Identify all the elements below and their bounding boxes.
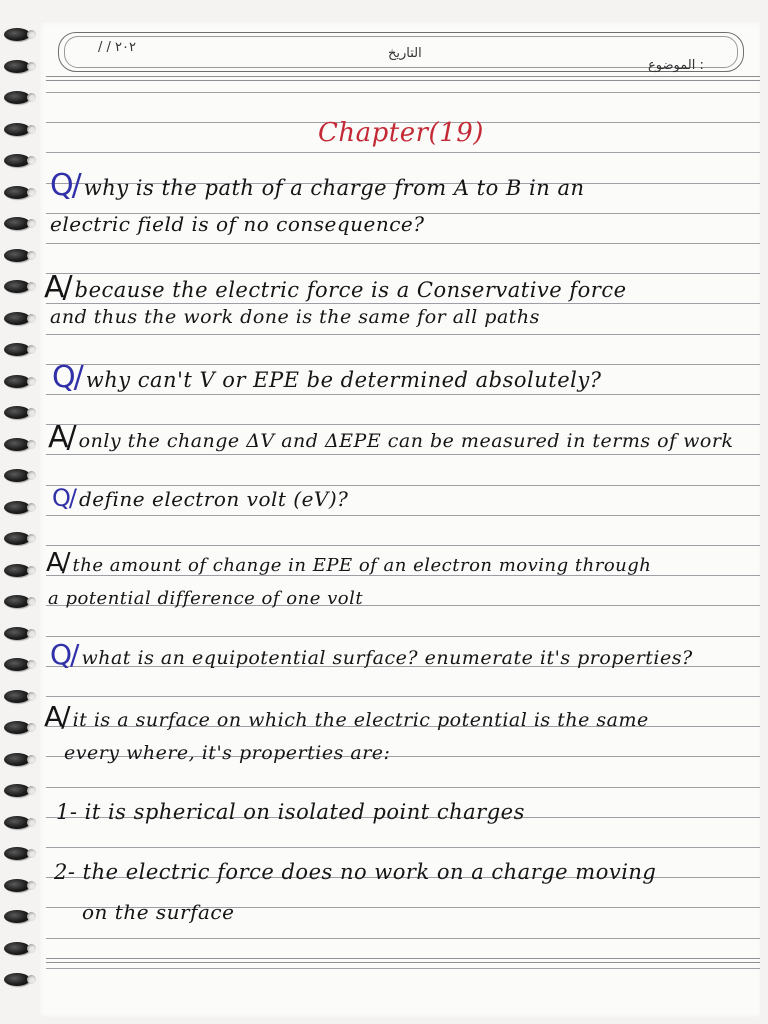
property-2-line-2: on the surface — [82, 900, 235, 924]
ruled-line — [46, 515, 760, 516]
ruled-line — [46, 636, 760, 637]
spiral-ring — [4, 60, 30, 73]
text: it is a surface on which the electric potential is the same — [72, 709, 649, 731]
ruled-line — [46, 152, 760, 153]
question-1-line-1 — [50, 168, 585, 203]
spiral-ring — [4, 942, 30, 955]
question-4 — [50, 638, 693, 671]
property-2-line-1: 2- the electric force does no work on a charge moving — [54, 860, 657, 884]
spiral-ring — [4, 312, 30, 325]
spiral-ring — [4, 249, 30, 262]
ruled-line — [46, 92, 760, 93]
property-1: 1- it is spherical on isolated point charges — [56, 800, 525, 824]
spiral-ring — [4, 280, 30, 293]
spiral-ring — [4, 847, 30, 860]
ruled-line — [46, 545, 760, 546]
text: what is an equipotential surface? enumerate it's properties? — [81, 647, 693, 669]
answer-4-line-2: every where, it's properties are: — [64, 742, 391, 764]
text: why is the path of a charge from A to B in an — [83, 176, 585, 200]
text: because the electric force is a Conservative force — [74, 278, 627, 302]
spiral-ring — [4, 501, 30, 514]
answer-1-line-1 — [44, 270, 627, 305]
answer-1-line-2: and thus the work done is the same for all paths — [50, 306, 540, 328]
spiral-ring — [4, 375, 30, 388]
question-2 — [52, 360, 601, 395]
answer-mark-label: A/ — [44, 700, 69, 733]
text: why can't V or EPE be determined absolutely? — [85, 368, 602, 392]
spiral-ring — [4, 690, 30, 703]
spiral-ring — [4, 879, 30, 892]
answer-mark-label: A/ — [48, 420, 75, 455]
spiral-binding — [0, 28, 40, 1018]
date-value: ٢٠٢ / / — [98, 40, 136, 55]
spiral-ring — [4, 784, 30, 797]
date-label: التاريخ — [388, 46, 422, 61]
spiral-ring — [4, 91, 30, 104]
ruled-line — [46, 696, 760, 697]
spiral-ring — [4, 406, 30, 419]
spiral-ring — [4, 123, 30, 136]
spiral-ring — [4, 186, 30, 199]
spiral-ring — [4, 816, 30, 829]
subject-label: الموضوع : — [648, 58, 704, 73]
text: only the change ΔV and ΔEPE can be measured in terms of work — [78, 430, 734, 452]
ruled-line — [46, 243, 760, 244]
answer-mark-label: A/ — [46, 548, 69, 578]
question-mark-label: Q/ — [52, 360, 82, 395]
spiral-ring — [4, 973, 30, 986]
spiral-ring — [4, 343, 30, 356]
text: define electron volt (eV)? — [78, 487, 349, 511]
ruled-line — [46, 968, 760, 969]
spiral-ring — [4, 564, 30, 577]
bottom-double-rule — [46, 958, 760, 963]
top-double-rule — [46, 76, 760, 81]
question-1-line-2: electric field is of no consequence? — [50, 212, 425, 236]
spiral-ring — [4, 217, 30, 230]
question-mark-label: Q/ — [52, 484, 75, 512]
spiral-ring — [4, 721, 30, 734]
spiral-ring — [4, 154, 30, 167]
answer-4-line-1 — [44, 700, 649, 733]
answer-mark-label: A/ — [44, 270, 71, 305]
answer-3-line-1 — [46, 548, 651, 578]
answer-2 — [48, 420, 733, 455]
ruled-line — [46, 334, 760, 335]
answer-3-line-2: a potential difference of one volt — [48, 588, 364, 609]
text: the amount of change in EPE of an electron moving through — [72, 555, 652, 576]
question-3 — [52, 484, 348, 512]
chapter-title: Chapter(19) — [318, 118, 484, 148]
spiral-ring — [4, 438, 30, 451]
spiral-ring — [4, 753, 30, 766]
spiral-ring — [4, 532, 30, 545]
spiral-ring — [4, 627, 30, 640]
ruled-line — [46, 938, 760, 939]
spiral-ring — [4, 28, 30, 41]
spiral-ring — [4, 469, 30, 482]
question-mark-label: Q/ — [50, 168, 80, 203]
ruled-line — [46, 787, 760, 788]
question-mark-label: Q/ — [50, 638, 78, 671]
spiral-ring — [4, 910, 30, 923]
spiral-ring — [4, 658, 30, 671]
spiral-ring — [4, 595, 30, 608]
ruled-line — [46, 847, 760, 848]
